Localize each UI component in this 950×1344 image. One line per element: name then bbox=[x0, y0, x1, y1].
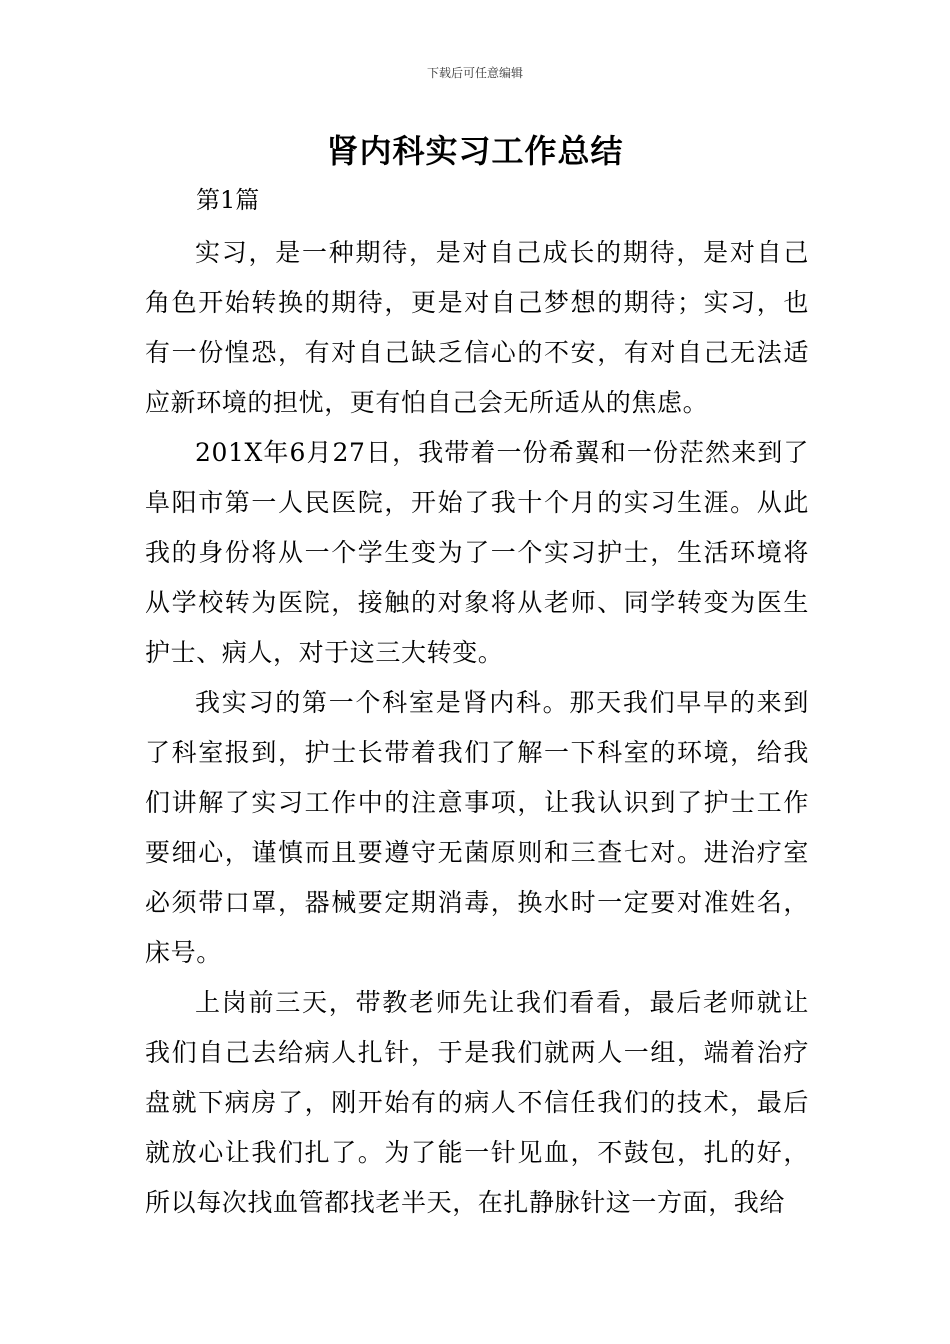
paragraph: 201X年6月27日，我带着一份希翼和一份茫然来到了阜阳市第一人民医院，开始了我十个月的实习生涯。从此我的身份将从一个学生变为了一个实习护士，生活环境将从学校转为医院，接触的对象将从老师、同学转变为医生护士、病人，对于这三大转变。 bbox=[145, 438, 809, 667]
section-label: 第1篇 bbox=[196, 186, 260, 214]
paragraph: 我实习的第一个科室是肾内科。那天我们早早的来到了科室报到，护士长带着我们了解一下科室的环境，给我们讲解了实习工作中的注意事项，让我认识到了护士工作要细心，谨慎而且要遵守无菌原则和三查七对。进治疗室必须带口罩，器械要定期消毒，换水时一定要对准姓名，床号。 bbox=[145, 688, 809, 967]
page-header-note: 下载后可任意编辑 bbox=[426, 66, 523, 80]
paragraph: 上岗前三天，带教老师先让我们看看，最后老师就让我们自己去给病人扎针，于是我们就两人一组，端着治疗盘就下病房了，刚开始有的病人不信任我们的技术，最后就放心让我们扎了。为了能一针见血，不鼓包，扎的好，所以每次找血管都找老半天，在扎静脉针这一方面，我给 bbox=[145, 988, 809, 1217]
paragraph: 实习，是一种期待，是对自己成长的期待，是对自己角色开始转换的期待，更是对自己梦想的期待；实习，也有一份惶恐，有对自己缺乏信心的不安，有对自己无法适应新环境的担忧，更有怕自己会无所适从的焦虑。 bbox=[145, 238, 809, 417]
document-title: 肾内科实习工作总结 bbox=[326, 132, 624, 170]
document-body bbox=[145, 228, 809, 1228]
